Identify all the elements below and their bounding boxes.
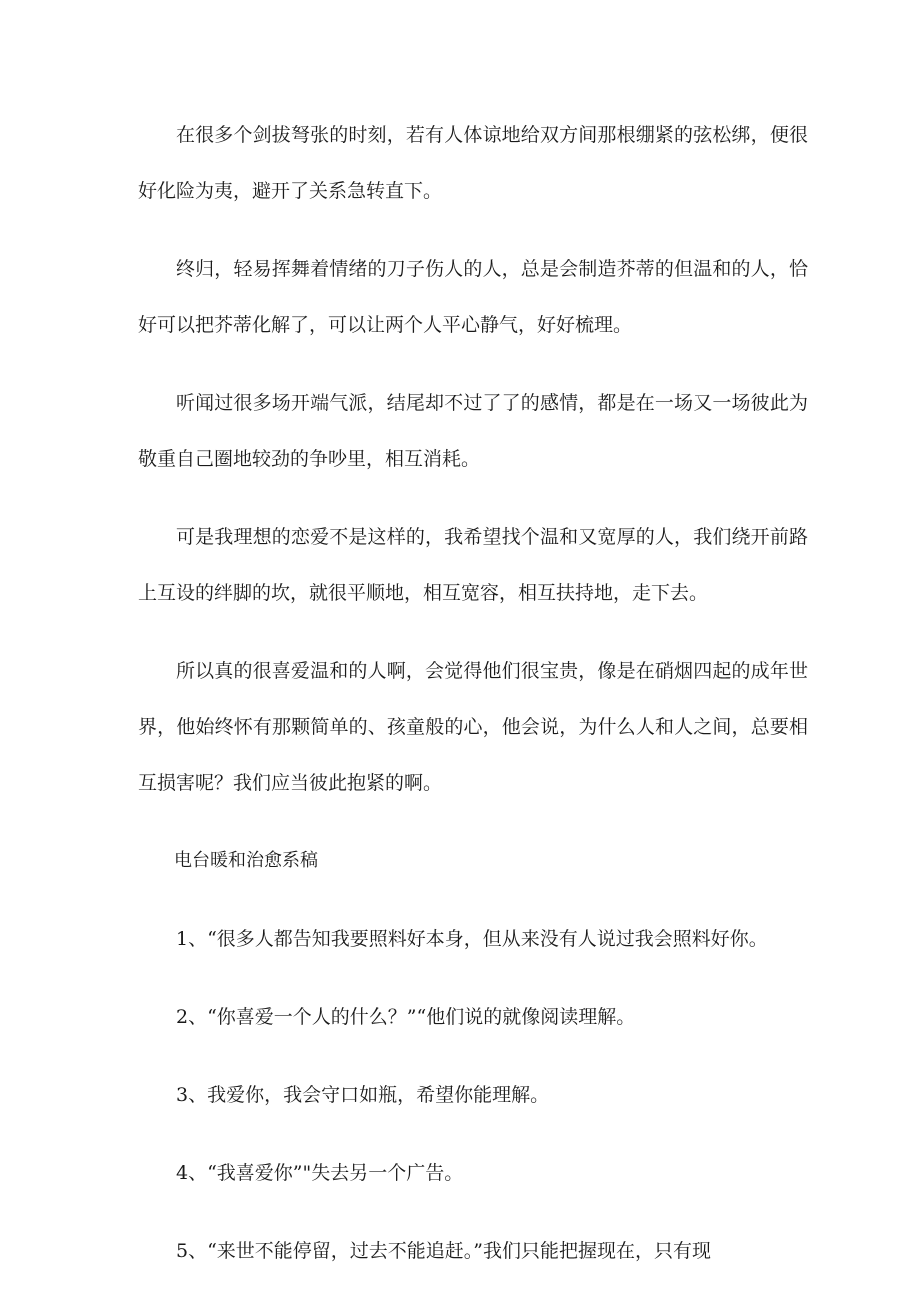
list-item: 1、“很多人都告知我要照料好本身，但从来没有人说过我会照料好你。 bbox=[176, 928, 768, 950]
document-body bbox=[138, 107, 808, 1301]
list-item: 3、我爱你，我会守口如瓶，希望你能理解。 bbox=[176, 1084, 550, 1106]
list-item: 5、“来世不能停留，过去不能追赶。”我们只能把握现在，只有现 bbox=[176, 1240, 712, 1262]
paragraph: 可是我理想的恋爱不是这样的，我希望找个温和又宽厚的人，我们绕开前路上互设的绊脚的坎，就很平顺地，相互宽容，相互扶持地，走下去。 bbox=[138, 526, 808, 604]
paragraph: 终归，轻易挥舞着情绪的刀子伤人的人，总是会制造芥蒂的但温和的人，恰好可以把芥蒂化解了，可以让两个人平心静气，好好梳理。 bbox=[138, 258, 808, 336]
section-heading: 电台暖和治愈系稿 bbox=[174, 850, 318, 871]
paragraph: 在很多个剑拔弩张的时刻，若有人体谅地给双方间那根绷紧的弦松绑，便很好化险为夷，避开了关系急转直下。 bbox=[138, 124, 808, 202]
paragraph: 听闻过很多场开端气派，结尾却不过了了的感情，都是在一场又一场彼此为敬重自己圈地较劲的争吵里，相互消耗。 bbox=[138, 392, 808, 470]
paragraph: 所以真的很喜爱温和的人啊，会觉得他们很宝贵，像是在硝烟四起的成年世界，他始终怀有那颗简单的、孩童般的心，他会说，为什么人和人之间，总要相互损害呢？我们应当彼此抱紧的啊。 bbox=[138, 660, 808, 794]
list-item: 2、“你喜爱一个人的什么？”“他们说的就像阅读理解。 bbox=[176, 1006, 636, 1028]
list-item: 4、“我喜爱你”"失去另一个广告。 bbox=[176, 1162, 464, 1184]
